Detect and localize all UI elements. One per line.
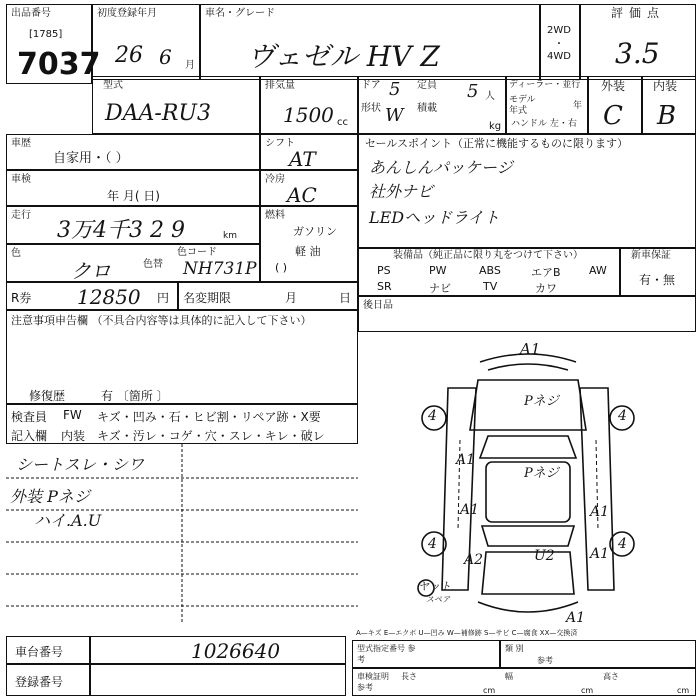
interior-items: キズ・汚レ・コゲ・穴・スレ・キレ・破レ: [97, 429, 325, 443]
color-code-label: 色コード: [177, 247, 217, 258]
dealer-label: ディーラー・並行: [509, 80, 581, 90]
fuel-label: 燃料: [265, 210, 285, 221]
interior-check-label: 内装: [61, 429, 86, 443]
name-change-cell: [178, 282, 358, 310]
height-label: 高さ: [603, 672, 619, 681]
exterior-value: C: [603, 101, 623, 131]
shift-cell: [260, 134, 358, 170]
damage-mark-left-rear-fender: A2: [464, 552, 484, 568]
ac-cell: [260, 170, 358, 206]
model-code-value: DAA-RU3: [105, 101, 211, 126]
equip-leather: カワ: [535, 282, 557, 295]
handwritten-note-3: ハイ.A.U: [34, 511, 102, 530]
model-grade-cell: [200, 4, 540, 80]
later-items-cell: [358, 296, 696, 332]
displacement-cell: [260, 76, 358, 134]
lot-number-label: 出品番号: [11, 8, 51, 19]
door-value: 5: [389, 79, 401, 100]
displacement-label: 排気量: [265, 80, 295, 91]
damage-legend: A—キズ E—エクボ U—凹み W—補修跡 S—サビ C—腐食 XX—交換済: [356, 629, 578, 637]
color-value: クロ: [71, 259, 111, 283]
capacity-value: 5: [467, 81, 479, 102]
score-label: 評価点: [611, 6, 666, 20]
name-change-month: 月: [285, 291, 298, 305]
shift-value: AT: [289, 147, 316, 171]
interior-label: 内装: [653, 79, 678, 93]
interior-value: B: [657, 101, 677, 131]
fuel-other: ( ): [275, 261, 288, 274]
chassis-value: 1026640: [191, 639, 281, 663]
damage-mark-right-rear-door: A1: [590, 504, 610, 520]
height-cm: cm: [677, 686, 690, 695]
history-value: 自家用・（ ）: [53, 151, 129, 166]
class-cell: [500, 640, 696, 668]
inspection-label: 車検: [11, 174, 31, 185]
first-registration-month: 6: [159, 45, 172, 69]
size-cell: [352, 668, 696, 696]
ac-label: 冷房: [265, 174, 285, 185]
inspector-cell: [6, 404, 358, 444]
interior-cell: [642, 76, 696, 134]
class-sub-label: 参考: [537, 656, 553, 665]
spare-note: ヤット: [418, 580, 451, 593]
equip-sr: SR: [377, 280, 392, 293]
drive-cell: [540, 4, 580, 80]
mileage-value: 3万4千3 2 9: [57, 218, 185, 243]
notes-cell: [6, 310, 358, 404]
first-registration-cell: [92, 4, 200, 80]
door-capacity-cell: [358, 76, 506, 134]
lot-number-value: 7037: [17, 47, 101, 82]
sales-point-3: LEDヘッドライト: [369, 208, 500, 227]
model-code-cell: [92, 76, 260, 134]
wheel-mark-front-right: 4: [618, 408, 627, 424]
displacement-value: 1500: [283, 103, 334, 127]
handle-label: ハンドル 左・右: [511, 119, 577, 129]
equip-tv: TV: [483, 280, 498, 293]
damage-mark-hood-note: Pネジ: [524, 394, 559, 409]
wheel-mark-rear-left: 4: [428, 536, 437, 552]
inspection-cell: [6, 170, 260, 206]
recycle-yen: 円: [157, 291, 170, 305]
model-designation-cell: [352, 640, 500, 668]
lot-badge: [1785]: [29, 29, 63, 40]
handwritten-note-1: シートスレ・シワ: [16, 455, 144, 474]
damage-mark-front-bumper: A1: [520, 340, 541, 358]
new-car-warranty-cell: [620, 248, 696, 296]
model-grade-value: ヴェゼル HV Z: [247, 40, 440, 73]
recycle-label: R券: [11, 291, 32, 305]
registration-label-cell: [6, 664, 90, 696]
fw-items: キズ・凹み・石・ヒビ割・リペア跡・X要: [97, 410, 321, 424]
lot-number-cell: [6, 4, 101, 84]
damage-mark-rear-bumper: A1: [566, 610, 586, 626]
inspection-value: 年 月( 日): [107, 189, 160, 203]
year-unit: 年: [573, 101, 583, 111]
wheel-mark-front-left: 4: [428, 408, 437, 424]
person-unit: 人: [485, 91, 495, 102]
color-code-value: NH731P: [183, 259, 257, 279]
damage-mark-rear-hatch: U2: [534, 548, 555, 564]
drive-dot: ・: [554, 39, 564, 50]
first-registration-label: 初度登録年月: [97, 8, 157, 19]
damage-mark-right-rear-fender: A1: [590, 546, 610, 562]
chassis-label-cell: [6, 636, 90, 664]
windshield-outline: [480, 436, 576, 458]
km-unit: km: [223, 231, 237, 241]
mileage-cell: [6, 206, 260, 244]
exterior-cell: [588, 76, 642, 134]
color-change-label: 色替: [143, 259, 163, 270]
length-label: 長さ: [401, 672, 417, 681]
damage-mark-left-rear-door: A1: [460, 502, 480, 518]
equip-navi: ナビ: [429, 282, 451, 295]
color-cell: [6, 244, 260, 282]
model-designation-label: 型式指定番号 参考: [357, 644, 416, 664]
kg-unit: kg: [489, 121, 502, 132]
exterior-label: 外装: [601, 79, 626, 93]
sales-points-cell: [358, 134, 696, 248]
registration-label: 登録番号: [15, 675, 64, 689]
name-change-day: 日: [339, 291, 352, 305]
equip-airbag: エアB: [531, 266, 561, 279]
first-registration-year: 26: [115, 43, 143, 68]
notes-label: 注意事項申告欄 （不具合内容等は具体的に記入して下さい）: [11, 314, 312, 327]
new-car-warranty-value: 有・無: [639, 273, 676, 287]
class-label: 類 別: [505, 644, 524, 653]
size-label: 車検証明 参考: [357, 672, 389, 692]
damage-mark-left-front-door: A1: [456, 452, 476, 468]
chassis-label: 車台番号: [15, 645, 64, 659]
equip-aw: AW: [589, 264, 607, 277]
length-cm: cm: [483, 686, 496, 695]
rear-hatch-outline: [482, 552, 574, 594]
sales-point-2: 社外ナビ: [369, 182, 434, 201]
month-unit: 月: [185, 60, 195, 71]
recycle-value: 12850: [77, 285, 141, 309]
mileage-label: 走行: [11, 210, 31, 221]
handwritten-note-2: 外装 Pネジ: [10, 487, 90, 506]
equip-ps: PS: [377, 264, 391, 277]
drive-2wd: 2WD: [547, 25, 571, 36]
chassis-value-cell: [90, 636, 346, 664]
damage-mark-roof-note: Pネジ: [524, 466, 559, 481]
history-label: 車歴: [11, 138, 31, 149]
loading-label: 積載: [417, 103, 437, 114]
color-label: 色: [11, 248, 21, 259]
later-items-label: 後日品: [363, 300, 393, 311]
width-label: 幅: [505, 672, 513, 681]
fuel-cell: [260, 206, 358, 282]
fuel-diesel: 軽 油: [295, 245, 321, 258]
shift-label: シフト: [265, 138, 295, 149]
rear-bumper-outline: [478, 602, 578, 612]
shape-label: 形状: [361, 103, 381, 114]
name-change-label: 名変期限: [183, 291, 232, 305]
recycle-cell: [6, 282, 178, 310]
repair-history-label: 修復歴: [29, 389, 66, 403]
cc-unit: cc: [337, 117, 348, 128]
sales-points-label: セールスポイント（正常に機能するものに限ります）: [365, 137, 629, 150]
fw-label: FW: [63, 408, 82, 422]
fuel-gasoline: ガソリン: [293, 225, 337, 238]
width-cm: cm: [581, 686, 594, 695]
equip-abs: ABS: [479, 264, 501, 277]
sales-point-1: あんしんパッケージ: [369, 158, 513, 177]
score-value: 3.5: [615, 37, 660, 70]
registration-value-cell: [90, 664, 346, 696]
ac-value: AC: [287, 183, 317, 207]
shape-value: W: [385, 105, 404, 126]
wheel-mark-rear-right: 4: [618, 536, 627, 552]
history-cell: [6, 134, 260, 170]
model-code-label: 型式: [103, 80, 123, 91]
door-label: ドア: [361, 80, 381, 91]
equipment-label: 装備品（純正品に限り丸をつけて下さい）: [393, 250, 583, 261]
equip-pw: PW: [429, 264, 447, 277]
inspector-label-1: 検査員: [11, 410, 48, 424]
equipment-cell: [358, 248, 620, 296]
inspector-label-2: 記入欄: [11, 429, 48, 443]
model-year-label: モデル年式: [509, 95, 536, 116]
rear-window-outline: [482, 526, 574, 546]
repair-history-value: 有 〔箇所 〕: [101, 389, 169, 403]
new-car-warranty-label: 新車保証: [631, 250, 671, 261]
score-cell: [580, 4, 696, 80]
model-grade-label: 車名・グレード: [205, 8, 275, 19]
drive-4wd: 4WD: [547, 51, 571, 62]
capacity-label: 定員: [417, 80, 437, 91]
dealer-cell: [506, 76, 588, 134]
spare-sub-note: スペア: [426, 595, 450, 604]
